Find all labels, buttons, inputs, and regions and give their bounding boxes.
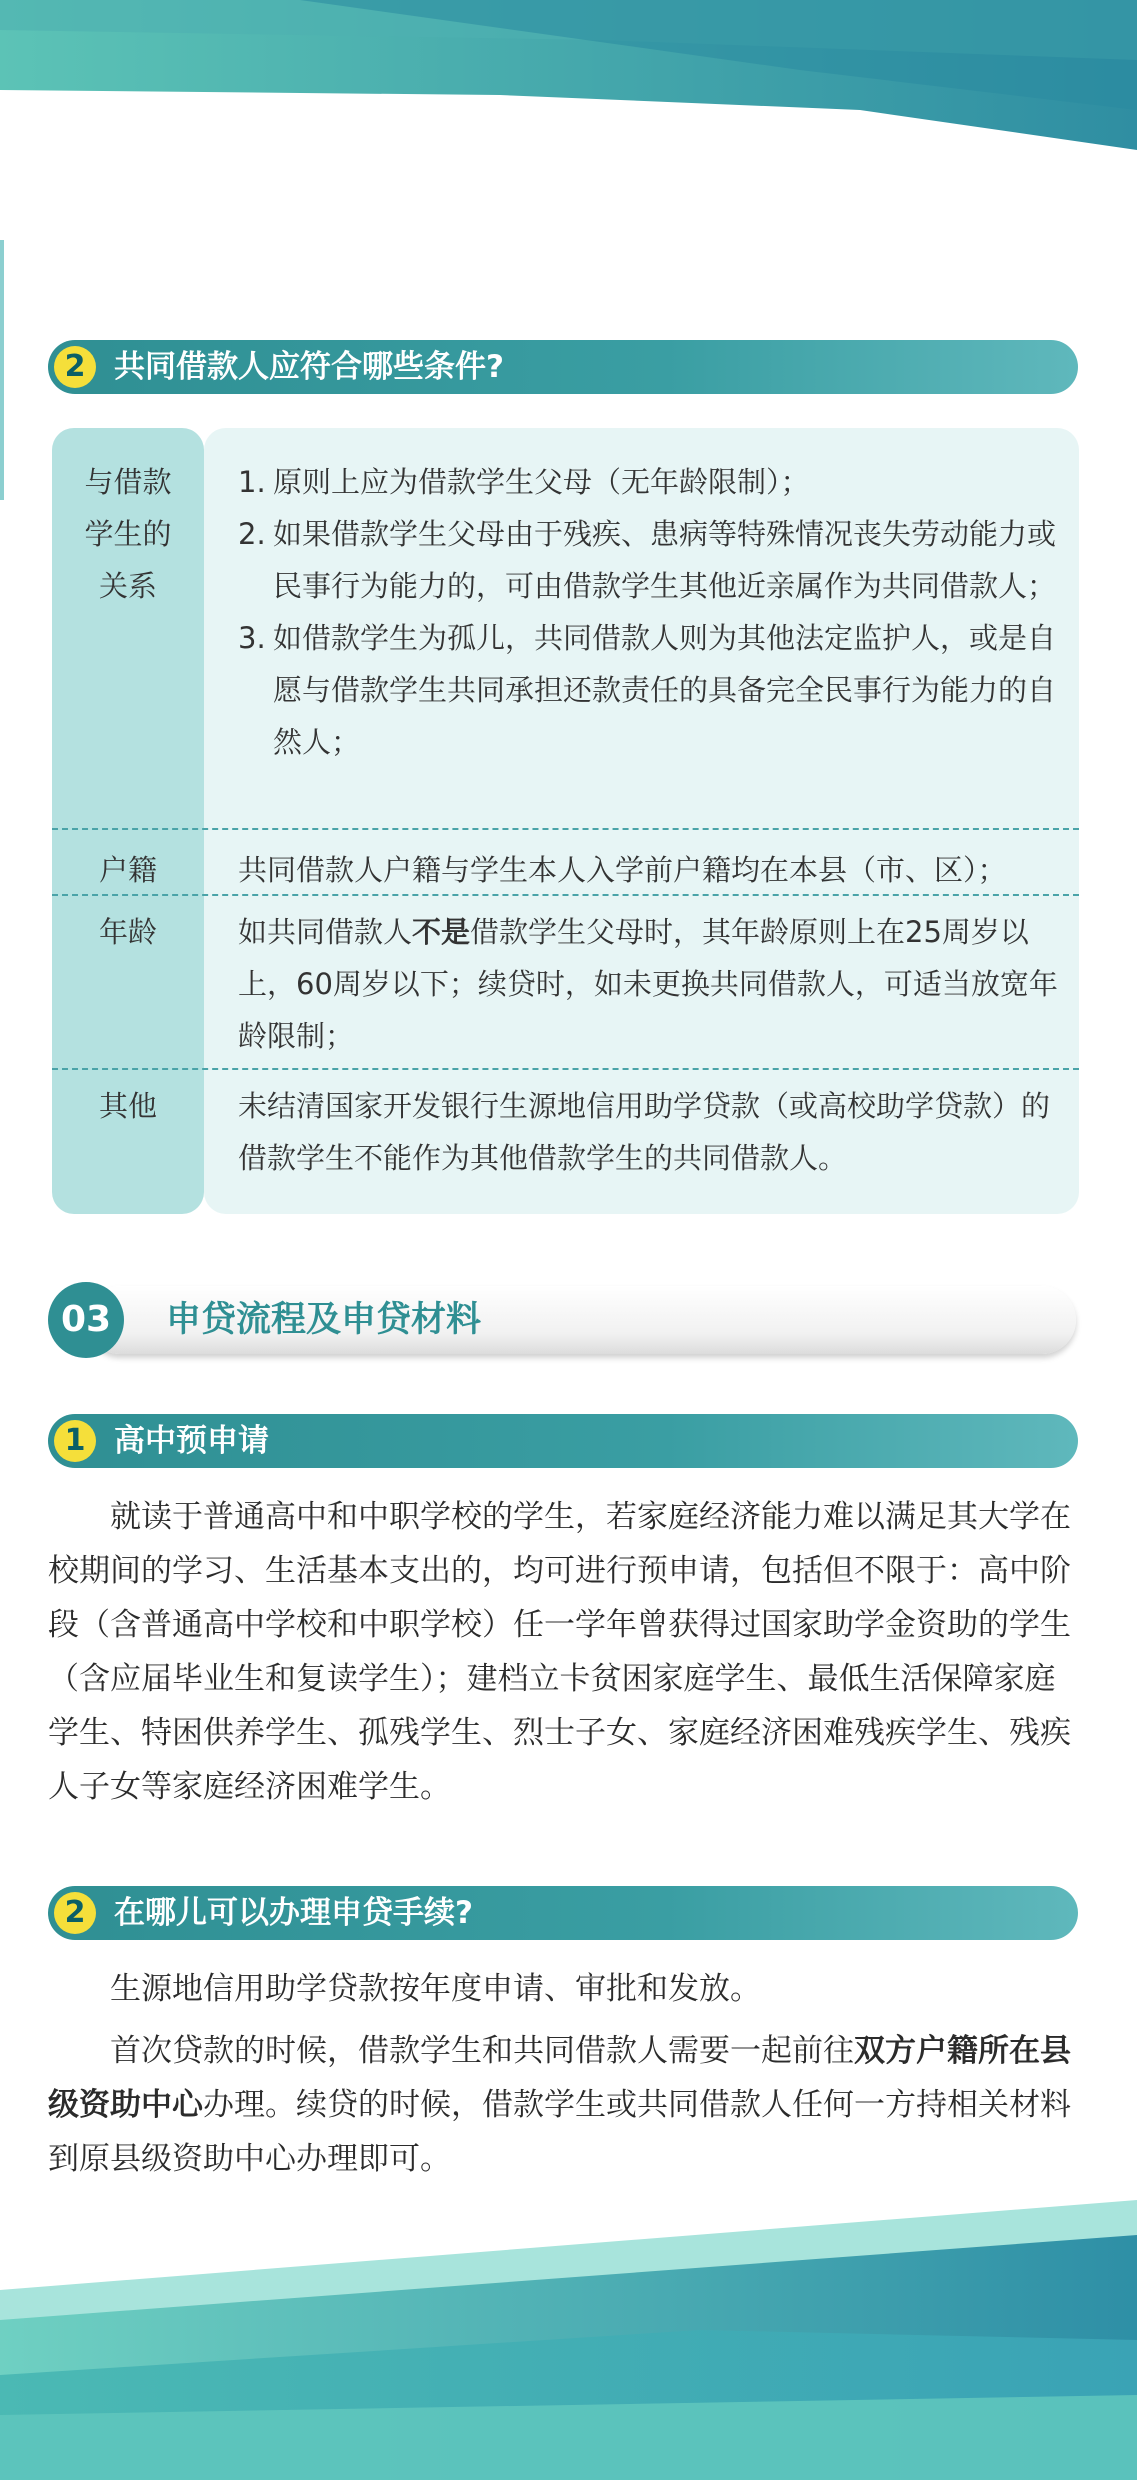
bottom-wave-decoration [0,2180,1137,2480]
row-content-other: 未结清国家开发银行生源地信用助学贷款（或高校助学贷款）的借款学生不能作为其他借款学生的共同借款人。 [238,1089,1051,1175]
row-label-age: 年龄 [98,915,157,949]
list-item: 2. 如果借款学生父母由于残疾、患病等特殊情况丧失劳动能力或民事行为能力的，可由借款学生其他近亲属作为共同借款人； [238,517,1057,603]
section-03-header [48,1282,1078,1358]
number-badge: 1 [54,1420,96,1462]
row-label-other: 其他 [98,1089,157,1123]
where-paragraph-1: 生源地信用助学贷款按年度申请、审批和发放。 [110,1971,761,2007]
row-content-age: 如共同借款人不是借款学生父母时，其年龄原则上在25周岁以上，60周岁以下；续贷时，如未更换共同借款人，可适当放宽年龄限制； [238,915,1058,1053]
sub-title: 在哪儿可以办理申贷手续? [114,1895,473,1931]
number-badge: 2 [54,1892,96,1934]
number-badge: 2 [54,346,96,388]
row-content-hukou: 共同借款人户籍与学生本人入学前户籍均在本县（市、区）； [238,853,1007,887]
list-item: 1. 原则上应为借款学生父母（无年龄限制）； [238,465,810,499]
sub-header-pre-application [48,1414,1078,1468]
pre-application-paragraph: 就读于普通高中和中职学校的学生，若家庭经济能力难以满足其大学在校期间的学习、生活基本支出的，均可进行预申请，包括但不限于：高中阶段（含普通高中学校和中职学校）任一学年曾获得过国家助学金资助的学生（含应届毕业生和复读学生）；建档立卡贫困家庭学生、最低生活保障家庭学生、特困供养学生、孤残学生、烈士子女、家庭经济困难残疾学生、残疾人子女等家庭经济困难学生。 [48,1499,1071,1805]
top-wave-decoration [0,0,1137,200]
where-paragraph-2: 首次贷款的时候，借款学生和共同借款人需要一起前往双方户籍所在县级资助中心办理。续贷的时候，借款学生或共同借款人任何一方持相关材料到原县级资助中心办理即可。 [48,2033,1071,2177]
row-label-relation: 与借款学生的关系 [84,465,172,603]
conditions-table [52,428,1079,1214]
sub-header-where [48,1886,1078,1940]
left-edge-line [0,240,4,500]
row-label-hukou: 户籍 [98,853,157,887]
list-item: 3. 如借款学生为孤儿，共同借款人则为其他法定监护人，或是自愿与借款学生共同承担还款责任的具备完全民事行为能力的自然人； [238,621,1057,759]
section-header-conditions [48,340,1078,394]
section-title: 申贷流程及申贷材料 [166,1300,482,1340]
section-title: 共同借款人应符合哪些条件? [114,349,504,385]
divider [52,1068,1079,1070]
divider [52,894,1079,896]
section-number: 03 [48,1282,124,1358]
divider [52,828,1079,830]
row-content-relation [238,456,1078,768]
sub-title: 高中预申请 [114,1423,269,1459]
